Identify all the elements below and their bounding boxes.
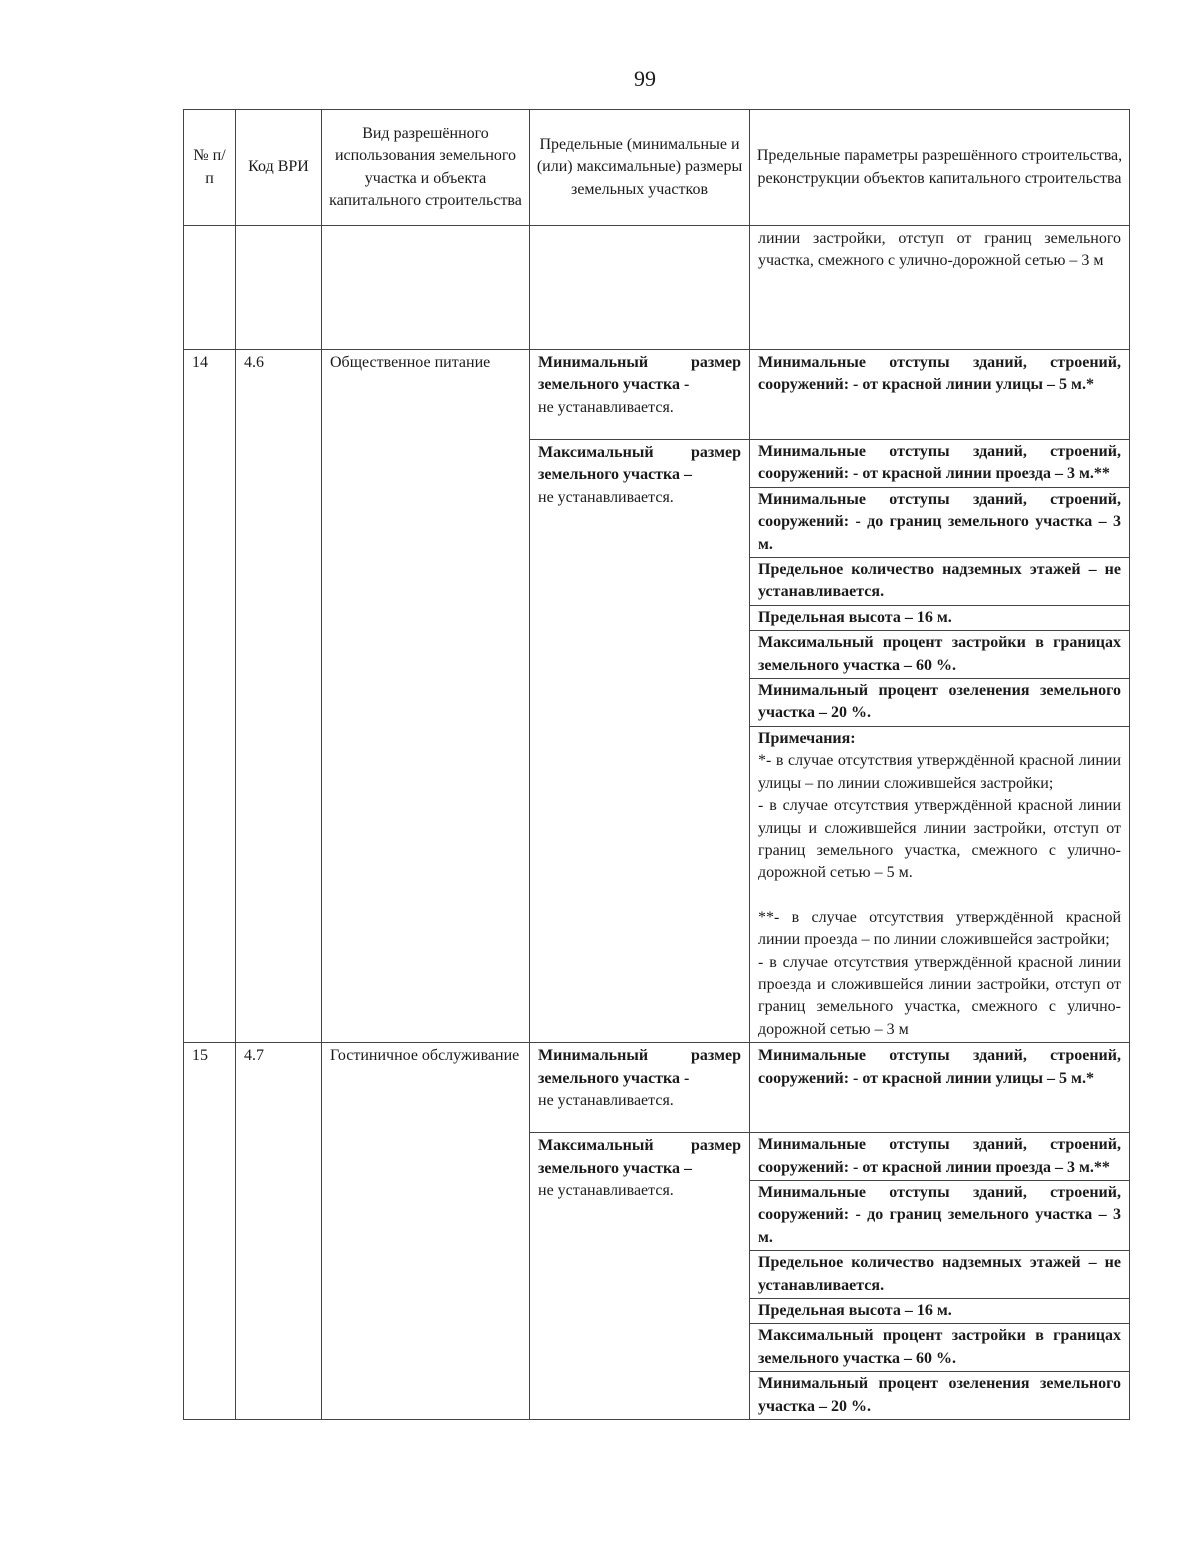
continuation-code xyxy=(236,226,322,350)
continuation-row xyxy=(184,226,1130,350)
land-use-table xyxy=(183,109,1130,1420)
header-code: Код ВРИ xyxy=(236,110,322,226)
table-row xyxy=(184,1043,1130,1133)
notes-block xyxy=(750,727,1129,1042)
max-size-cell xyxy=(530,440,750,1043)
param-cell: Минимальные отступы зданий, строений, сооружений: - от красной линии проезда – 3 м.** xyxy=(750,440,1129,488)
note-paragraph: **- в случае отсутствия утверждённой красной линии проезда – по линии сложившейся застройки; xyxy=(758,908,1121,949)
table-header-row xyxy=(184,110,1130,226)
min-size-label: Минимальный размер земельного участка - xyxy=(538,1047,741,1087)
page-number: 99 xyxy=(634,66,656,91)
param-cell: Минимальные отступы зданий, строений, сооружений: - до границ земельного участка – 3 м. xyxy=(750,1181,1129,1251)
min-size-cell xyxy=(530,350,750,440)
param-cell: Минимальные отступы зданий, строений, сооружений: - от красной линии проезда – 3 м.** xyxy=(750,1133,1129,1181)
header-type: Вид разрешённого использования земельного участка и объекта капитального строительства xyxy=(322,110,530,226)
row-code: 4.7 xyxy=(236,1043,322,1420)
max-size-value: не устанавливается. xyxy=(538,488,674,506)
max-size-cell xyxy=(530,1133,750,1420)
continuation-num xyxy=(184,226,236,350)
min-size-value: не устанавливается. xyxy=(538,1091,674,1109)
note-paragraph: - в случае отсутствия утверждённой красной линии улицы и сложившейся линии застройки, отступ от границ земельного участка, смежного с улично-дорожной сетью – 5 м. xyxy=(758,797,1121,882)
table-row xyxy=(184,350,1130,440)
max-size-label: Максимальный размер земельного участка – xyxy=(538,1137,741,1177)
param-cell: Максимальный процент застройки в границах земельного участка – 60 %. xyxy=(750,1324,1129,1372)
param-stack xyxy=(750,440,1130,1043)
continuation-type xyxy=(322,226,530,350)
row-num: 15 xyxy=(184,1043,236,1420)
min-size-label: Минимальный размер земельного участка - xyxy=(538,354,741,394)
min-size-value: не устанавливается. xyxy=(538,398,674,416)
notes-title: Примечания: xyxy=(758,729,856,747)
max-size-value: не устанавливается. xyxy=(538,1181,674,1199)
param-cell: Минимальный процент озеленения земельного участка – 20 %. xyxy=(758,1375,1121,1415)
param-cell: Минимальный процент озеленения земельного участка – 20 %. xyxy=(750,679,1129,727)
continuation-params: линии застройки, отступ от границ земельного участка, смежного с улично-дорожной сетью – 3 м xyxy=(750,226,1130,350)
header-params: Предельные параметры разрешённого строительства, реконструкции объектов капитального строительства xyxy=(750,110,1130,226)
note-paragraph: *- в случае отсутствия утверждённой красной линии улицы – по линии сложившейся застройки; xyxy=(758,752,1121,792)
row-num: 14 xyxy=(184,350,236,1043)
param-cell: Минимальные отступы зданий, строений, сооружений: - от красной линии улицы – 5 м.* xyxy=(750,350,1130,440)
continuation-size xyxy=(530,226,750,350)
param-cell: Минимальные отступы зданий, строений, сооружений: - до границ земельного участка – 3 м. xyxy=(750,488,1129,558)
header-size: Предельные (минимальные и (или) максимальные) размеры земельных участков xyxy=(530,110,750,226)
param-stack xyxy=(750,1133,1130,1420)
row-type: Общественное питание xyxy=(322,350,530,1043)
param-cell: Предельная высота – 16 м. xyxy=(750,606,1129,631)
note-paragraph: - в случае отсутствия утверждённой красной линии проезда и сложившейся линии застройки, отступ от границ земельного участка, смежного с улично-дорожной сетью – 3 м xyxy=(758,953,1121,1038)
param-cell: Предельная высота – 16 м. xyxy=(750,1299,1129,1324)
param-cell: Предельное количество надземных этажей – не устанавливается. xyxy=(750,558,1129,606)
min-size-cell xyxy=(530,1043,750,1133)
row-type: Гостиничное обслуживание xyxy=(322,1043,530,1420)
header-num: № п/п xyxy=(184,110,236,226)
param-cell: Максимальный процент застройки в границах земельного участка – 60 %. xyxy=(750,631,1129,679)
row-code: 4.6 xyxy=(236,350,322,1043)
param-cell: Минимальные отступы зданий, строений, сооружений: - от красной линии улицы – 5 м.* xyxy=(750,1043,1130,1133)
param-cell: Предельное количество надземных этажей – не устанавливается. xyxy=(750,1251,1129,1299)
max-size-label: Максимальный размер земельного участка – xyxy=(538,444,741,484)
